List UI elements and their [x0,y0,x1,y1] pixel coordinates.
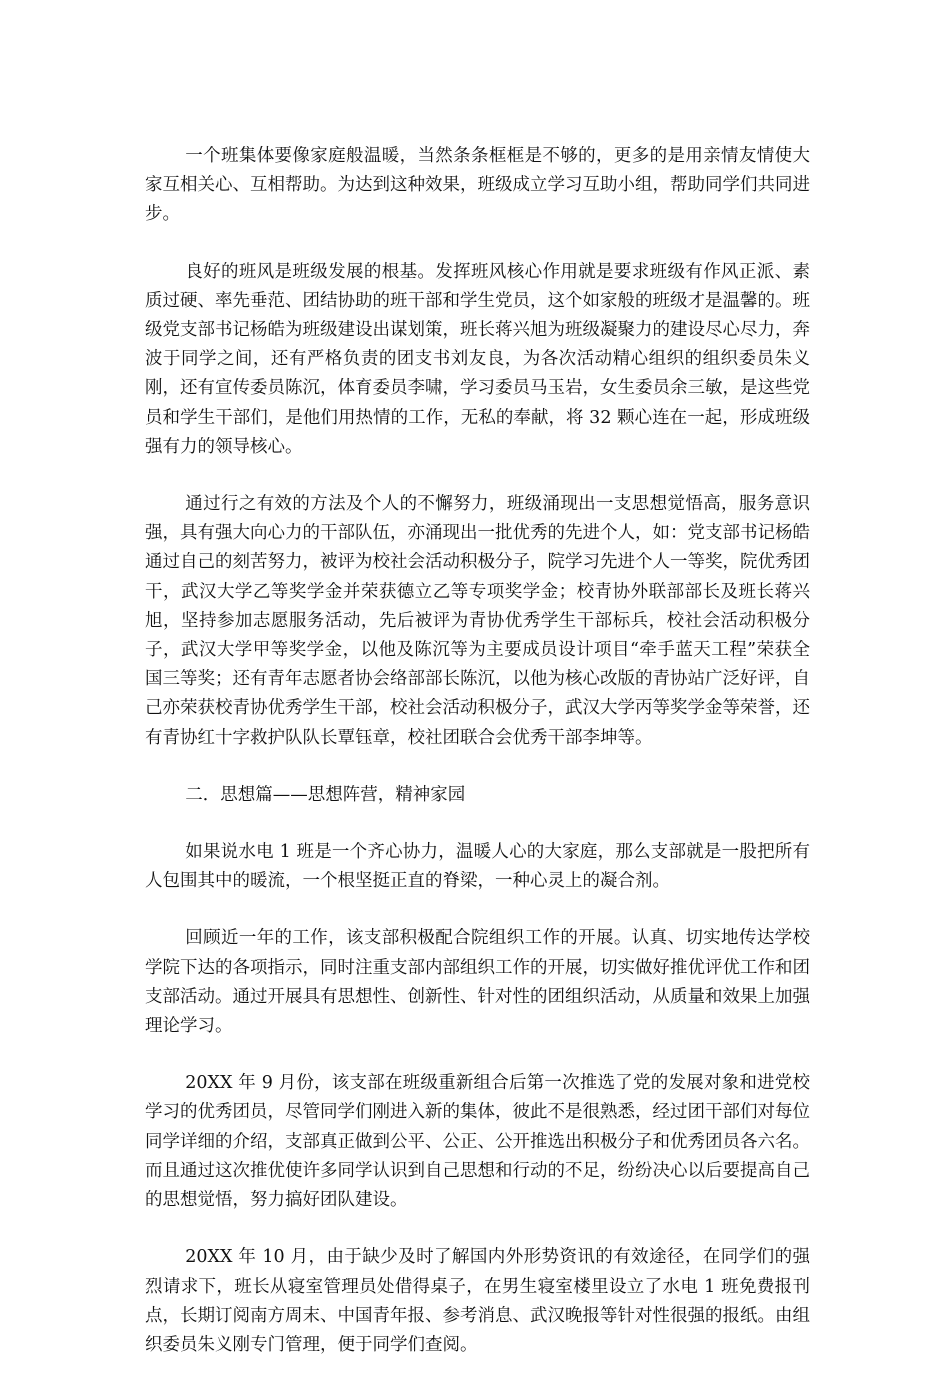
section-heading: 二．思想篇——思想阵营，精神家园 [185,784,466,805]
paragraph-work-review: 回顾近一年的工作，该支部积极配合院组织工作的开展。认真、切实地传达学校学院下达的各项指示，同时注重支部内部组织工作的开展，切实做好推优评优工作和团支部活动。通过开展具有思想性、创新性、针对性的团组织活动，从质量和效果上加强理论学习。 [145,928,810,1037]
paragraph-class-style: 良好的班风是班级发展的根基。发挥班风核心作用就是要求班级有作风正派、素质过硬、率先垂范、团结协助的班干部和学生党员，这个如家般的班级才是温馨的。班级党支部书记杨皓为班级建设出谋划策，班长蒋兴旭为班级凝聚力的建设尽心尽力，奔波于同学之间，还有严格负责的团支书刘友良，为各次活动精心组织的组织委员朱义刚，还有宣传委员陈沉，体育委员李啸，学习委员马玉岩，女生委员余三敏，是这些党员和学生干部们，是他们用热情的工作，无私的奉献，将 32 颗心连在一起，形成班级强有力的领导核心。 [145,261,810,457]
paragraph-branch-metaphor: 如果说水电 1 班是一个齐心协力，温暖人心的大家庭，那么支部就是一股把所有人包围其中的暖流，一个根坚挺正直的脊梁，一种心灵上的凝合剂。 [145,842,810,892]
paragraph-september-selection: 20XX 年 9 月份，该支部在班级重新组合后第一次推选了党的发展对象和进党校学习的优秀团员，尽管同学们刚进入新的集体，彼此不是很熟悉，经过团干部们对每位同学详细的介绍，支部真正做到公平、公正、公开推选出积极分子和优秀团员各六名。而且通过这次推优使许多同学认识到自己思想和行动的不足，纷纷决心以后要提高自己的思想觉悟，努力搞好团队建设。 [145,1073,810,1211]
paragraph-outstanding-individuals: 通过行之有效的方法及个人的不懈努力，班级涌现出一支思想觉悟高，服务意识强，具有强大向心力的干部队伍，亦涌现出一批优秀的先进个人，如：党支部书记杨皓通过自己的刻苦努力，被评为校社会活动积极分子，院学习先进个人一等奖，院优秀团干，武汉大学乙等奖学金并荣获德立乙等专项奖学金；校青协外联部部长及班长蒋兴旭，坚持参加志愿服务活动，先后被评为青协优秀学生干部标兵，校社会活动积极分子，武汉大学甲等奖学金，以他及陈沉等为主要成员设计项目“牵手蓝天工程”荣获全国三等奖；还有青年志愿者协会络部部长陈沉，以他为核心改版的青协站广泛好评，自己亦荣获校青协优秀学生干部，校社会活动积极分子，武汉大学丙等奖学金等荣誉，还有青协红十字救护队队长覃钰章，校社团联合会优秀干部李坤等。 [145,494,810,748]
paragraph-class-warmth: 一个班集体要像家庭般温暖，当然条条框框是不够的，更多的是用亲情友情使大家互相关心、互相帮助。为达到这种效果，班级成立学习互助小组，帮助同学们共同进步。 [145,146,810,225]
paragraph-october-newspaper: 20XX 年 10 月，由于缺少及时了解国内外形势资讯的有效途径，在同学们的强烈请求下，班长从寝室管理员处借得桌子，在男生寝室楼里设立了水电 1 班免费报刊点，长期订阅南方周末、中国青年报、参考消息、武汉晚报等针对性很强的报纸。由组织委员朱义刚专门管理，便于同学们查阅。 [145,1247,810,1355]
document-page [145,142,810,1388]
